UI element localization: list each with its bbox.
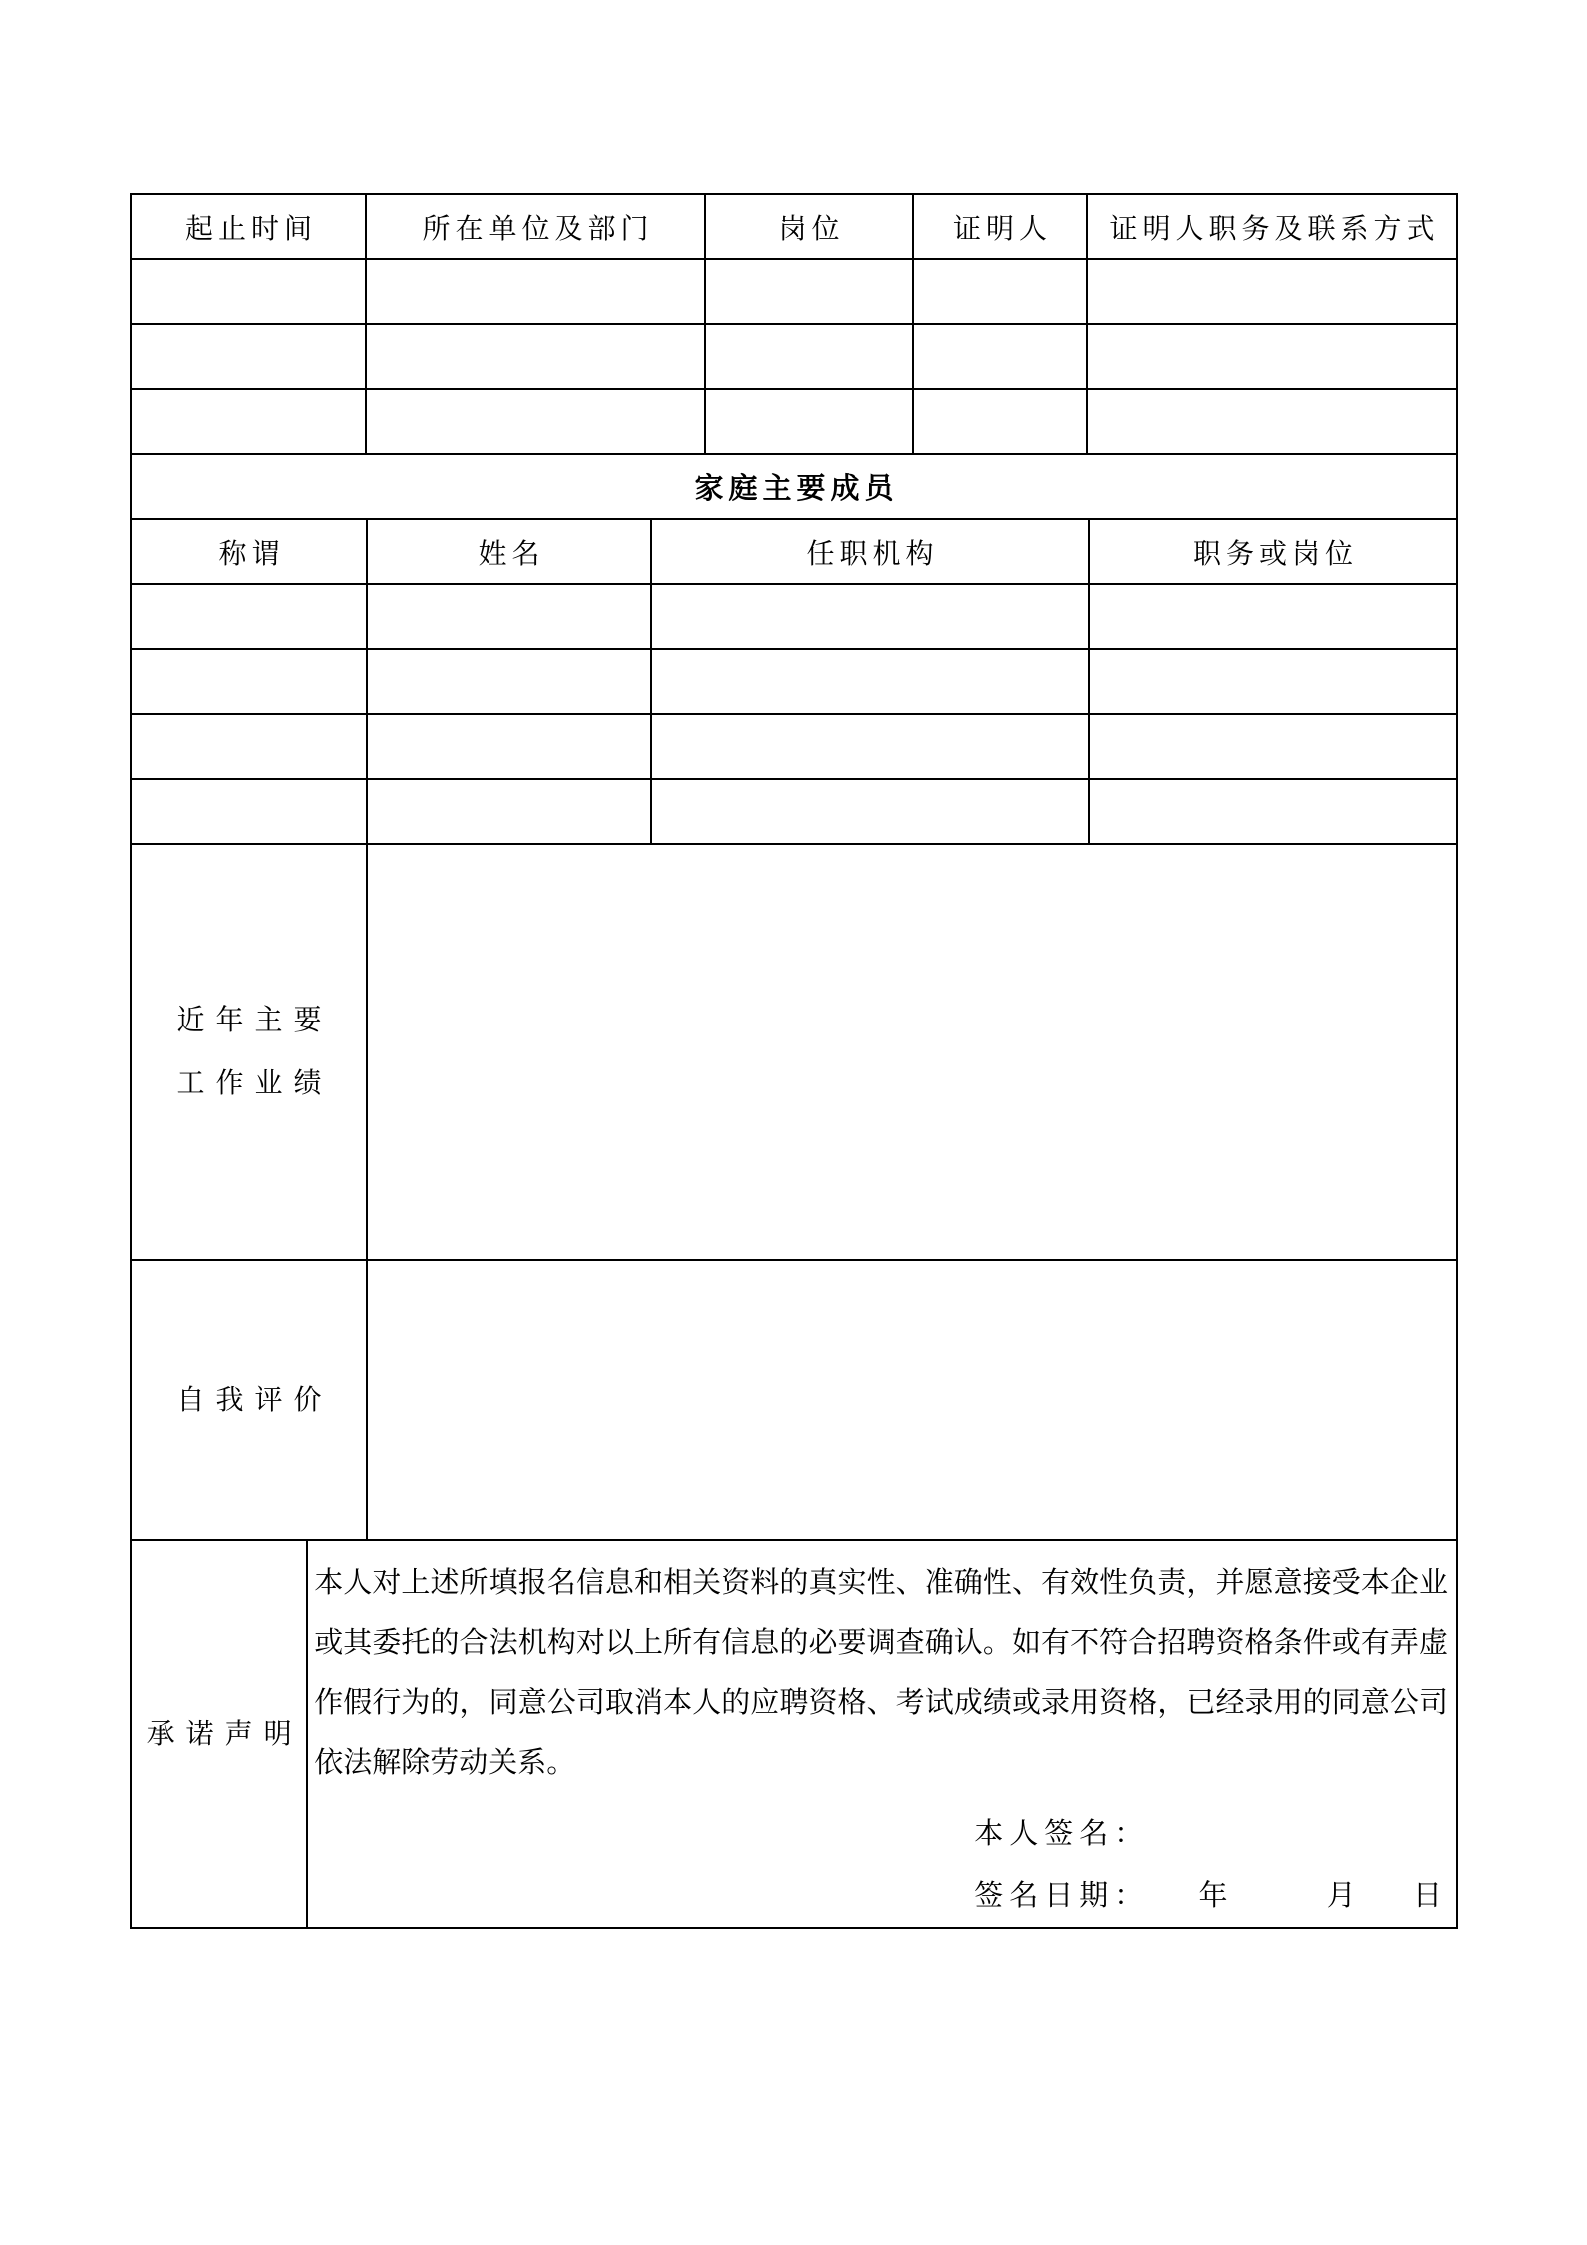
family-section-title: 家庭主要成员	[132, 455, 1456, 520]
sign-date-label: 签名日期：	[974, 1880, 1150, 1912]
work-history-cell	[914, 260, 1088, 323]
work-history-header-reference: 证明人	[914, 195, 1088, 258]
declaration-label-text: 承诺声明	[146, 1718, 303, 1750]
family-cell	[652, 715, 1090, 778]
signature-block	[974, 1803, 1448, 1927]
work-history-cell	[914, 390, 1088, 453]
family-cell	[1090, 780, 1456, 843]
achievements-label-line1: 近年主要	[176, 1005, 333, 1036]
work-history-cell	[1088, 390, 1456, 453]
work-history-cell	[132, 390, 367, 453]
work-history-cell	[1088, 325, 1456, 388]
work-history-header-position: 岗位	[706, 195, 914, 258]
work-history-cell	[706, 325, 914, 388]
family-cell	[132, 780, 368, 843]
work-history-cell	[706, 260, 914, 323]
declaration-body-text: 本人对上述所填报名信息和相关资料的真实性、准确性、有效性负责，并愿意接受本企业或其委托的合法机构对以上所有信息的必要调查确认。如有不符合招聘资格条件或有弄虚作假行为的，同意公司取消本人的应聘资格、考试成绩或录用资格，已经录用的同意公司依法解除劳动关系。	[314, 1567, 1448, 1779]
family-header-position: 职务或岗位	[1192, 538, 1358, 570]
work-history-row	[132, 325, 1456, 390]
declaration-row	[132, 1541, 1456, 1927]
family-cell	[132, 650, 368, 713]
family-cell	[368, 715, 652, 778]
family-cell	[1090, 585, 1456, 648]
self-evaluation-content	[368, 1261, 1456, 1539]
family-cell	[368, 650, 652, 713]
family-row	[132, 650, 1456, 715]
work-history-row	[132, 260, 1456, 325]
achievements-label	[132, 845, 368, 1259]
date-day-label: 日	[1412, 1880, 1448, 1912]
declaration-label	[132, 1541, 308, 1927]
family-row	[132, 780, 1456, 845]
work-history-cell	[706, 390, 914, 453]
work-history-header-row	[132, 195, 1456, 260]
achievements-row	[132, 845, 1456, 1261]
declaration-content	[308, 1541, 1456, 1927]
achievements-content	[368, 845, 1456, 1259]
application-form-table	[130, 193, 1458, 1929]
family-header-name: 姓名	[368, 520, 652, 583]
date-month-label: 月	[1326, 1880, 1362, 1912]
family-cell	[652, 585, 1090, 648]
work-history-cell	[132, 325, 367, 388]
family-cell	[652, 650, 1090, 713]
signature-label: 本人签名：	[974, 1818, 1150, 1850]
work-history-header-time: 起止时间	[132, 195, 367, 258]
self-evaluation-row	[132, 1261, 1456, 1541]
work-history-cell	[367, 390, 706, 453]
work-history-cell	[367, 325, 706, 388]
family-row	[132, 585, 1456, 650]
family-cell	[368, 585, 652, 648]
family-cell	[132, 585, 368, 648]
family-header-row	[132, 520, 1456, 585]
signature-date-line	[974, 1865, 1448, 1927]
family-cell	[652, 780, 1090, 843]
self-evaluation-label	[132, 1261, 368, 1539]
self-evaluation-label-text: 自我评价	[176, 1384, 333, 1416]
work-history-header-unit: 所在单位及部门	[367, 195, 706, 258]
family-header-employer: 任职机构	[652, 520, 1090, 583]
family-cell	[1090, 715, 1456, 778]
family-header-relation: 称谓	[132, 520, 368, 583]
family-cell	[1090, 650, 1456, 713]
date-year-label: 年	[1198, 1880, 1234, 1912]
family-cell	[132, 715, 368, 778]
family-cell	[368, 780, 652, 843]
work-history-cell	[132, 260, 367, 323]
achievements-label-line2: 工作业绩	[176, 1068, 333, 1099]
signature-line	[974, 1803, 1448, 1865]
work-history-cell	[914, 325, 1088, 388]
family-row	[132, 715, 1456, 780]
work-history-row	[132, 390, 1456, 455]
work-history-cell	[1088, 260, 1456, 323]
work-history-header-reference-contact: 证明人职务及联系方式	[1109, 213, 1440, 245]
work-history-cell	[367, 260, 706, 323]
